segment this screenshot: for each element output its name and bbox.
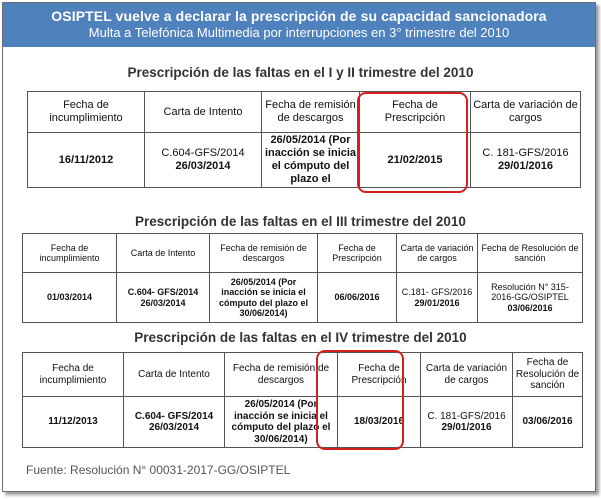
- table1-header-cell: Fecha de remisión de descargos: [262, 92, 360, 133]
- table1-header-cell: Fecha de Prescripción: [360, 92, 471, 133]
- table2-cell: 06/06/2016: [318, 273, 397, 323]
- table1-row: [28, 133, 581, 188]
- table1-cell: 16/11/2012: [28, 133, 145, 188]
- table2-header-cell: Carta de variación de cargos: [397, 234, 478, 273]
- table3: [22, 352, 583, 448]
- table2-cell-line: 29/01/2016: [414, 297, 460, 308]
- header-banner: [3, 3, 595, 47]
- table3-header-cell: Fecha de Prescripción: [338, 353, 421, 397]
- table3-header-cell: Fecha de Resolución de sanción: [513, 353, 583, 397]
- highlight-box: [316, 350, 404, 450]
- table2-cell: 01/03/2014: [23, 273, 117, 323]
- table2: [22, 233, 583, 323]
- table3-header-cell: Carta de variación de cargos: [421, 353, 513, 397]
- source-note: Fuente: Resolución N° 00031-2017-GG/OSIPTEL: [26, 463, 291, 477]
- header-subtitle: Multa a Telefónica Multimedia por interrupciones en 3° trimestre del 2010: [88, 25, 510, 40]
- table2-row: [23, 273, 583, 323]
- table2-header-cell: Carta de Intento: [117, 234, 210, 273]
- table1-cell: 21/02/2015: [360, 133, 471, 188]
- table3-header-cell: Carta de Intento: [124, 353, 225, 397]
- table1-cell-line: 29/01/2016: [497, 160, 554, 172]
- table3-title: Prescripción de las faltas en el IV trimestre del 2010: [134, 330, 467, 345]
- header-title: OSIPTEL vuelve a declarar la prescripción de su capacidad sancionadora: [51, 8, 547, 24]
- table1-header-row: [28, 92, 581, 133]
- table1: [27, 91, 581, 188]
- table1-cell-line: C.604-GFS/2014: [161, 147, 245, 159]
- table1-title: Prescripción de las faltas en el I y II trimestre del 2010: [127, 65, 474, 80]
- table1-cell-line: C. 181-GFS/2016: [482, 147, 569, 159]
- table3-header-cell: Fecha de remisión de descargos: [225, 353, 338, 397]
- table3-cell: 03/06/2016: [513, 397, 583, 448]
- table1-cell-line: 26/03/2014: [175, 160, 231, 172]
- table2-header-cell: Fecha de incumplimiento: [23, 234, 117, 273]
- table3-cell: 11/12/2013: [23, 397, 124, 448]
- table1-header-cell: Carta de variación de cargos: [471, 92, 581, 133]
- table3-header-row: [23, 353, 583, 397]
- table2-cell-line: C.181- GFS/2016: [401, 287, 473, 297]
- table3-cell: [421, 397, 513, 448]
- table2-header-cell: Fecha de Resolución de sanción: [478, 234, 583, 273]
- highlight-box: [357, 92, 468, 193]
- table1-header-cell: Carta de Intento: [145, 92, 262, 133]
- table1-header-cell: Fecha de incumplimiento: [28, 92, 145, 133]
- table1-cell: 26/05/2014 (Por inacción se inicia el cómputo del plazo el: [262, 133, 360, 188]
- table3-cell-line: C. 181-GFS/2016: [427, 410, 506, 422]
- table2-cell: C.604- GFS/2014 26/03/2014: [117, 273, 210, 323]
- table3-header-cell: Fecha de incumplimiento: [23, 353, 124, 397]
- table1-cell: [471, 133, 581, 188]
- table3-cell: 26/05/2014 (Por inacción se inicia el cómputo del plazo el 30/06/2014): [225, 397, 338, 448]
- table3-cell: C.604- GFS/2014 26/03/2014: [124, 397, 225, 448]
- table2-cell: [397, 273, 478, 323]
- table3-cell-line: 29/01/2016: [441, 422, 492, 433]
- table2-cell-line: Resolución N° 315- 2016-GG/OSIPTEL: [491, 281, 569, 303]
- table1-cell: [145, 133, 262, 188]
- table2-cell-line: 03/06/2016: [507, 302, 553, 313]
- table2-header-cell: Fecha de Prescripción: [318, 234, 397, 273]
- table3-row: [23, 397, 583, 448]
- table2-cell: [478, 273, 583, 323]
- table2-title: Prescripción de las faltas en el III trimestre del 2010: [135, 214, 466, 229]
- table3-cell: 18/03/2016: [338, 397, 421, 448]
- table2-header-row: [23, 234, 583, 273]
- table2-header-cell: Fecha de remisión de descargos: [210, 234, 318, 273]
- table2-cell: 26/05/2014 (Por inacción se inicia el cómputo del plazo el 30/06/2014): [210, 273, 318, 323]
